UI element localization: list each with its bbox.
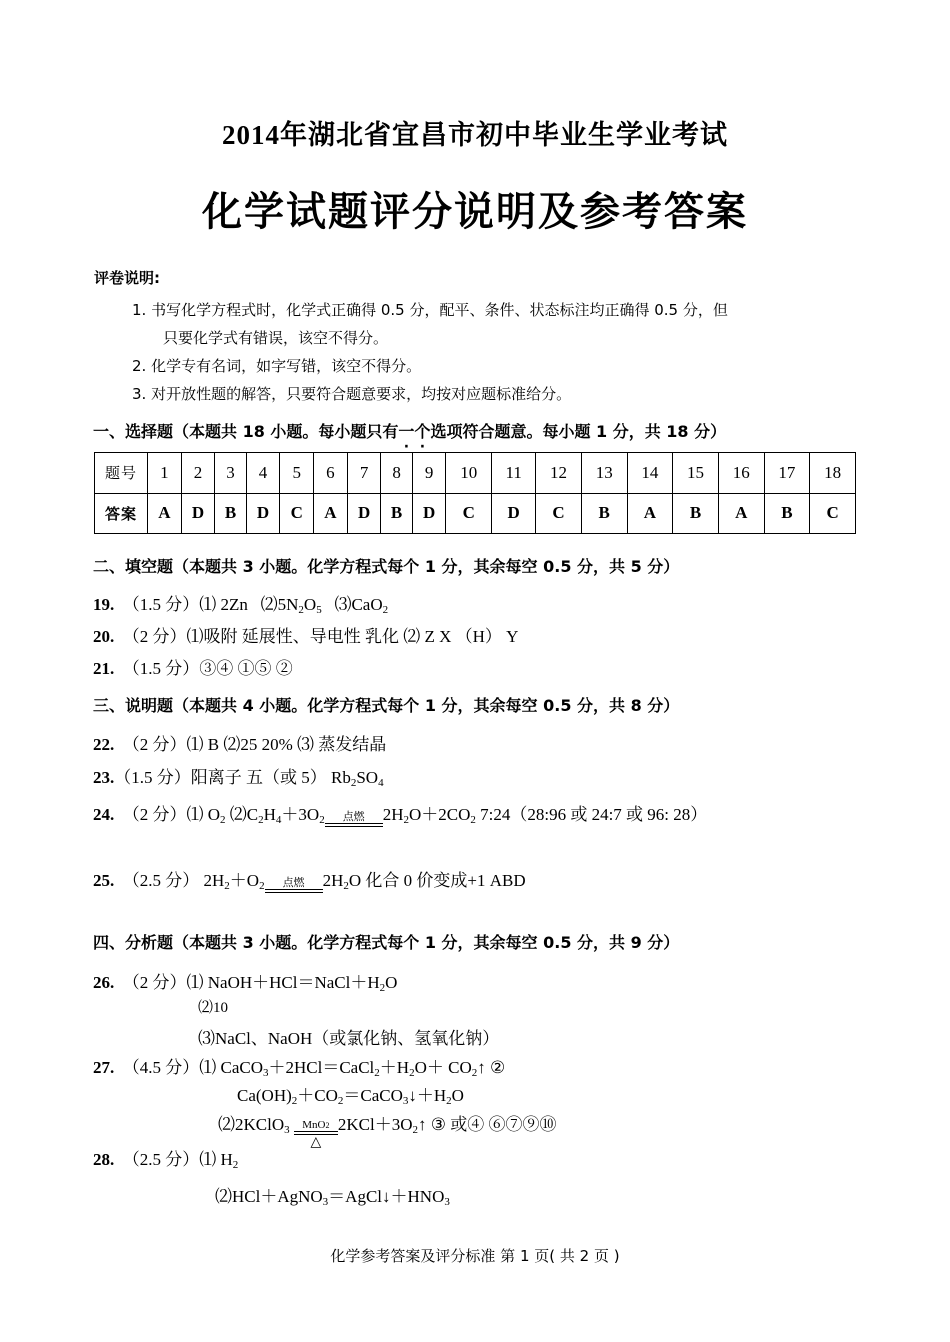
answer-25: 25. （2.5 分） $2H_2+O_2$ 点燃 $2H_2O$ 化合 0 价变成+1 ABD [93, 871, 526, 892]
table-cell: C [810, 493, 856, 534]
table-cell: B [215, 493, 246, 534]
note-item: 3. 对开放性题的解答，只要符合题意要求，均按对应题标准给分。 [132, 385, 572, 403]
table-cell: 5 [280, 453, 314, 494]
reaction-condition: 点燃 [325, 812, 383, 827]
note-item: 只要化学式有错误，该空不得分。 [163, 329, 389, 347]
table-row [95, 493, 856, 534]
table-cell: D [412, 493, 446, 534]
section-heading: 二、填空题（本题共 3 小题。化学方程式每个 1 分，其余每空 0.5 分，共 5 分） [93, 557, 680, 576]
table-cell: 13 [581, 453, 627, 494]
notes-heading: 评卷说明: [94, 269, 160, 287]
table-cell: C [446, 493, 492, 534]
table-cell: 1 [148, 453, 182, 494]
answer-table [94, 452, 856, 534]
section-heading: 一、选择题（本题共 18 小题。每小题只有一个选项符合题意。每小题 1 分，共 18 分） [93, 422, 727, 441]
table-cell: B [581, 493, 627, 534]
answer-24: 24. （2 分）⑴ $O_2$ $⑵C_2H_4+3O_2$ 点燃 $2H_2O+2CO_2$ 7:24（28:96 或 24:7 或 96: 28） [93, 805, 708, 826]
note-item: 1. 书写化学方程式时，化学式正确得 0.5 分，配平、条件、状态标注均正确得 0.5 分，但 [132, 301, 728, 319]
table-cell: 3 [215, 453, 246, 494]
table-cell: B [764, 493, 810, 534]
table-cell: 14 [627, 453, 673, 494]
answer-26: 26. （2 分）⑴ $NaOH+HCl=NaCl+H_2O$ [93, 973, 398, 994]
table-cell: 18 [810, 453, 856, 494]
answer-28-part2: $⑵HCl+AgNO_3=AgCl↓+HNO_3$ [215, 1187, 450, 1208]
table-cell: 9 [412, 453, 446, 494]
table-header-cell: 答案 [95, 493, 148, 534]
answer-21: 21. （1.5 分）③④ ①⑤ ② [93, 659, 293, 678]
answer-20: 20. （2 分）⑴吸附 延展性、导电性 乳化 ⑵ Z X （H） Y [93, 627, 519, 646]
table-cell: 7 [347, 453, 381, 494]
table-cell: C [280, 493, 314, 534]
table-cell: A [314, 493, 348, 534]
reaction-condition: MnO2 △ [294, 1120, 338, 1151]
table-cell: 17 [764, 453, 810, 494]
answer-28: 28. （2.5 分）⑴ $H_2$ [93, 1150, 239, 1171]
table-cell: D [492, 493, 536, 534]
table-row [95, 453, 856, 494]
table-cell: 16 [718, 453, 764, 494]
table-cell: A [627, 493, 673, 534]
answer-26-part3: ⑶NaCl、NaOH（或氯化钠、氢氧化钠） [198, 1029, 500, 1048]
answer-22: 22. （2 分）⑴ B ⑵25 20% ⑶ 蒸发结晶 [93, 735, 387, 754]
table-cell: C [536, 493, 582, 534]
note-item: 2. 化学专有名词，如字写错，该空不得分。 [132, 357, 422, 375]
table-cell: 10 [446, 453, 492, 494]
section-heading: 四、分析题（本题共 3 小题。化学方程式每个 1 分，其余每空 0.5 分，共 9 分） [93, 933, 680, 952]
page-title: 2014年湖北省宜昌市初中毕业生学业考试 [222, 120, 728, 150]
table-cell: 12 [536, 453, 582, 494]
answer-23: 23.（1.5 分）阳离子 五（或 5） $Rb_2SO_4$ [93, 768, 384, 789]
answer-19: 19. （1.5 分）⑴ 2Zn $⑵5N_2O_5$ ⑶CaO$_2$ [93, 595, 389, 616]
table-cell: 2 [181, 453, 215, 494]
table-cell: 4 [246, 453, 280, 494]
page-subtitle: 化学试题评分说明及参考答案 [202, 189, 748, 234]
table-cell: A [148, 493, 182, 534]
page-footer: 化学参考答案及评分标准 第 1 页( 共 2 页 ) [330, 1247, 620, 1265]
answer-27-part3: ⑵2KClO$_3$ MnO2 △ $2KCl+3O_2↑$ ③ 或④ ⑥⑦⑨⑩ [218, 1115, 557, 1150]
table-cell: D [246, 493, 280, 534]
table-cell: D [347, 493, 381, 534]
reaction-condition: 点燃 [265, 878, 323, 893]
table-cell: 15 [673, 453, 719, 494]
table-cell: 8 [381, 453, 412, 494]
answer-26-part2: ⑵10 [198, 1000, 229, 1016]
table-cell: B [673, 493, 719, 534]
section-heading: 三、说明题（本题共 4 小题。化学方程式每个 1 分，其余每空 0.5 分，共 8 分） [93, 696, 680, 715]
table-cell: 6 [314, 453, 348, 494]
table-cell: B [381, 493, 412, 534]
table-cell: A [718, 493, 764, 534]
table-cell: 11 [492, 453, 536, 494]
answer-27-part2: $Ca(OH)_2+CO_2=CaCO_3↓+H_2O$ [237, 1086, 464, 1107]
table-cell: D [181, 493, 215, 534]
table-header-cell: 题号 [95, 453, 148, 494]
answer-27: 27. （4.5 分）⑴ $CaCO_3+2HCl=CaCl_2+H_2O+$ $CO_2↑$ ② [93, 1058, 506, 1079]
